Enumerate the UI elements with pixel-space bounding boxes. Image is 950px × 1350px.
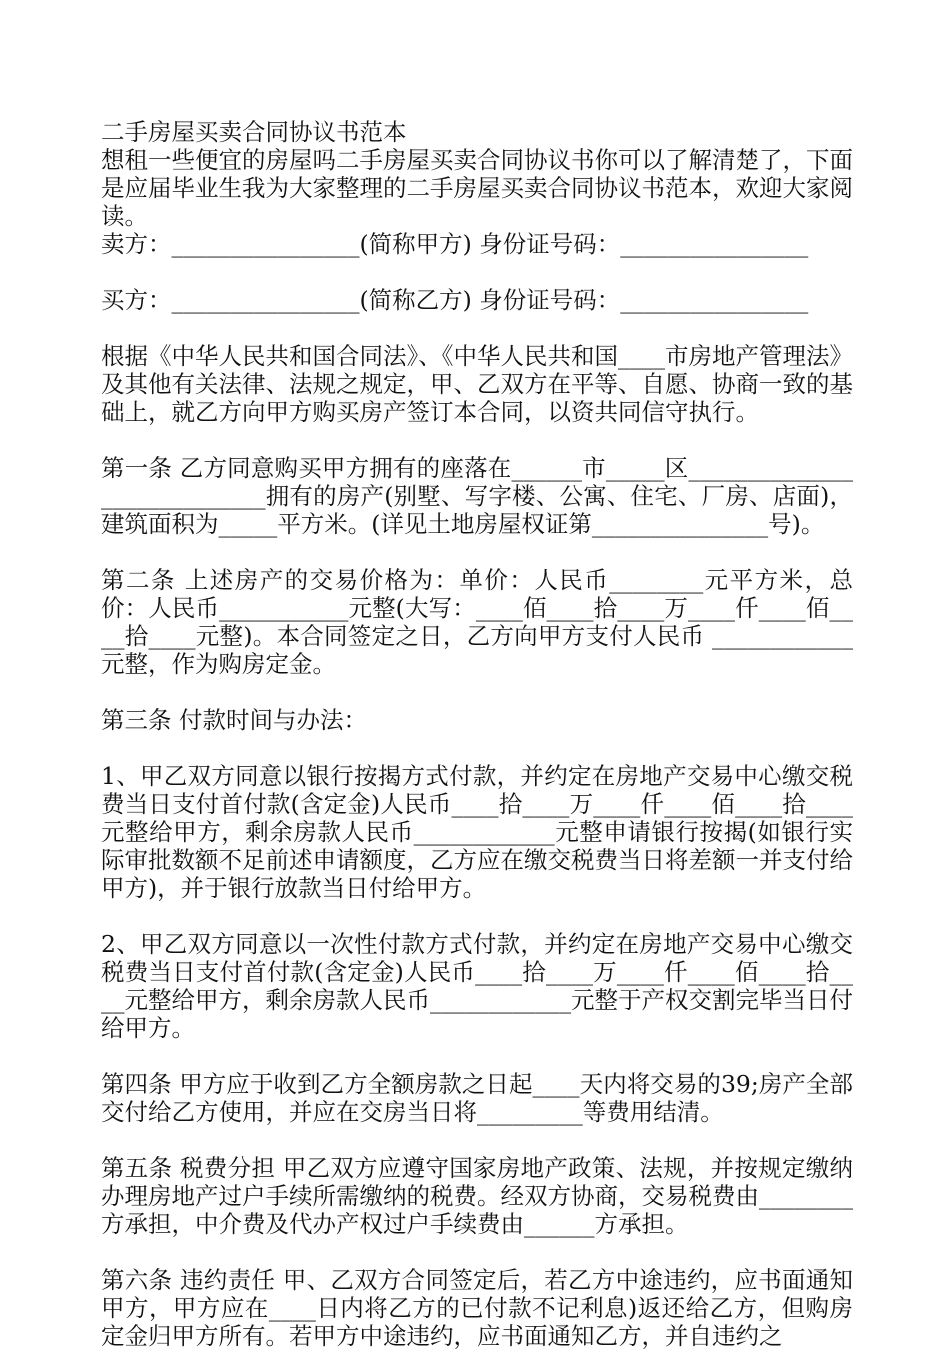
buyer-line: 买方：________________(简称乙方) 身份证号码：________________	[101, 286, 809, 314]
article-3: 第三条 付款时间与办法：	[101, 706, 367, 734]
seller-line: 卖方：________________(简称甲方) 身份证号码：________________	[101, 230, 809, 258]
article-6: 第六条 违约责任 甲、乙双方合同签定后，若乙方中途违约，应书面通知甲方，甲方应在____日内将乙方的已付款不记利息)返还给乙方，但购房定金归甲方所有。若甲方中途违约，应书面通知乙方，并自违约之	[101, 1266, 853, 1350]
document-title: 二手房屋买卖合同协议书范本	[101, 118, 407, 146]
document-page	[101, 118, 853, 1350]
payment-clause-2: 2、甲乙双方同意以一次性付款方式付款，并约定在房地产交易中心缴交税费当日支付首付款(含定金)人民币____拾____万____仟____佰____拾____元整给甲方，剩余房款人民币____________元整于产权交割完毕当日付给甲方。	[101, 930, 853, 1042]
article-2: 第二条 上述房产的交易价格为：单价：人民币________元平方米，总价：人民币___________元整(大写：____佰____拾____万____仟____佰____拾____元整)。本合同签定之日，乙方向甲方支付人民币 ____________元整，作为购房定金。	[101, 566, 853, 678]
intro-paragraph: 想租一些便宜的房屋吗二手房屋买卖合同协议书你可以了解清楚了，下面是应届毕业生我为大家整理的二手房屋买卖合同协议书范本，欢迎大家阅读。	[101, 146, 853, 230]
preamble-paragraph: 根据《中华人民共和国合同法》、《中华人民共和国____市房地产管理法》及其他有关法律、法规之规定，甲、乙双方在平等、自愿、协商一致的基础上，就乙方向甲方购买房产签订本合同，以资共同信守执行。	[101, 342, 853, 426]
article-4: 第四条 甲方应于收到乙方全额房款之日起____天内将交易的39;房产全部交付给乙方使用，并应在交房当日将_________等费用结清。	[101, 1070, 853, 1126]
article-5: 第五条 税费分担 甲乙双方应遵守国家房地产政策、法规，并按规定缴纳办理房地产过户手续所需缴纳的税费。经双方协商，交易税费由________方承担，中介费及代办产权过户手续费由______方承担。	[101, 1154, 853, 1238]
article-1: 第一条 乙方同意购买甲方拥有的座落在______市_____区____________________________拥有的房产(别墅、写字楼、公寓、住宅、厂房、店面)，建筑面积为_____平方米。(详见土地房屋权证第_______________号)。	[101, 454, 853, 538]
payment-clause-1: 1、甲乙双方同意以银行按揭方式付款，并约定在房地产交易中心缴交税费当日支付首付款(含定金)人民币____拾____万____仟____佰____拾____元整给甲方，剩余房款人民币____________元整申请银行按揭(如银行实际审批数额不足前述申请额度，乙方应在缴交税费当日将差额一并支付给甲方)，并于银行放款当日付给甲方。	[101, 762, 853, 902]
